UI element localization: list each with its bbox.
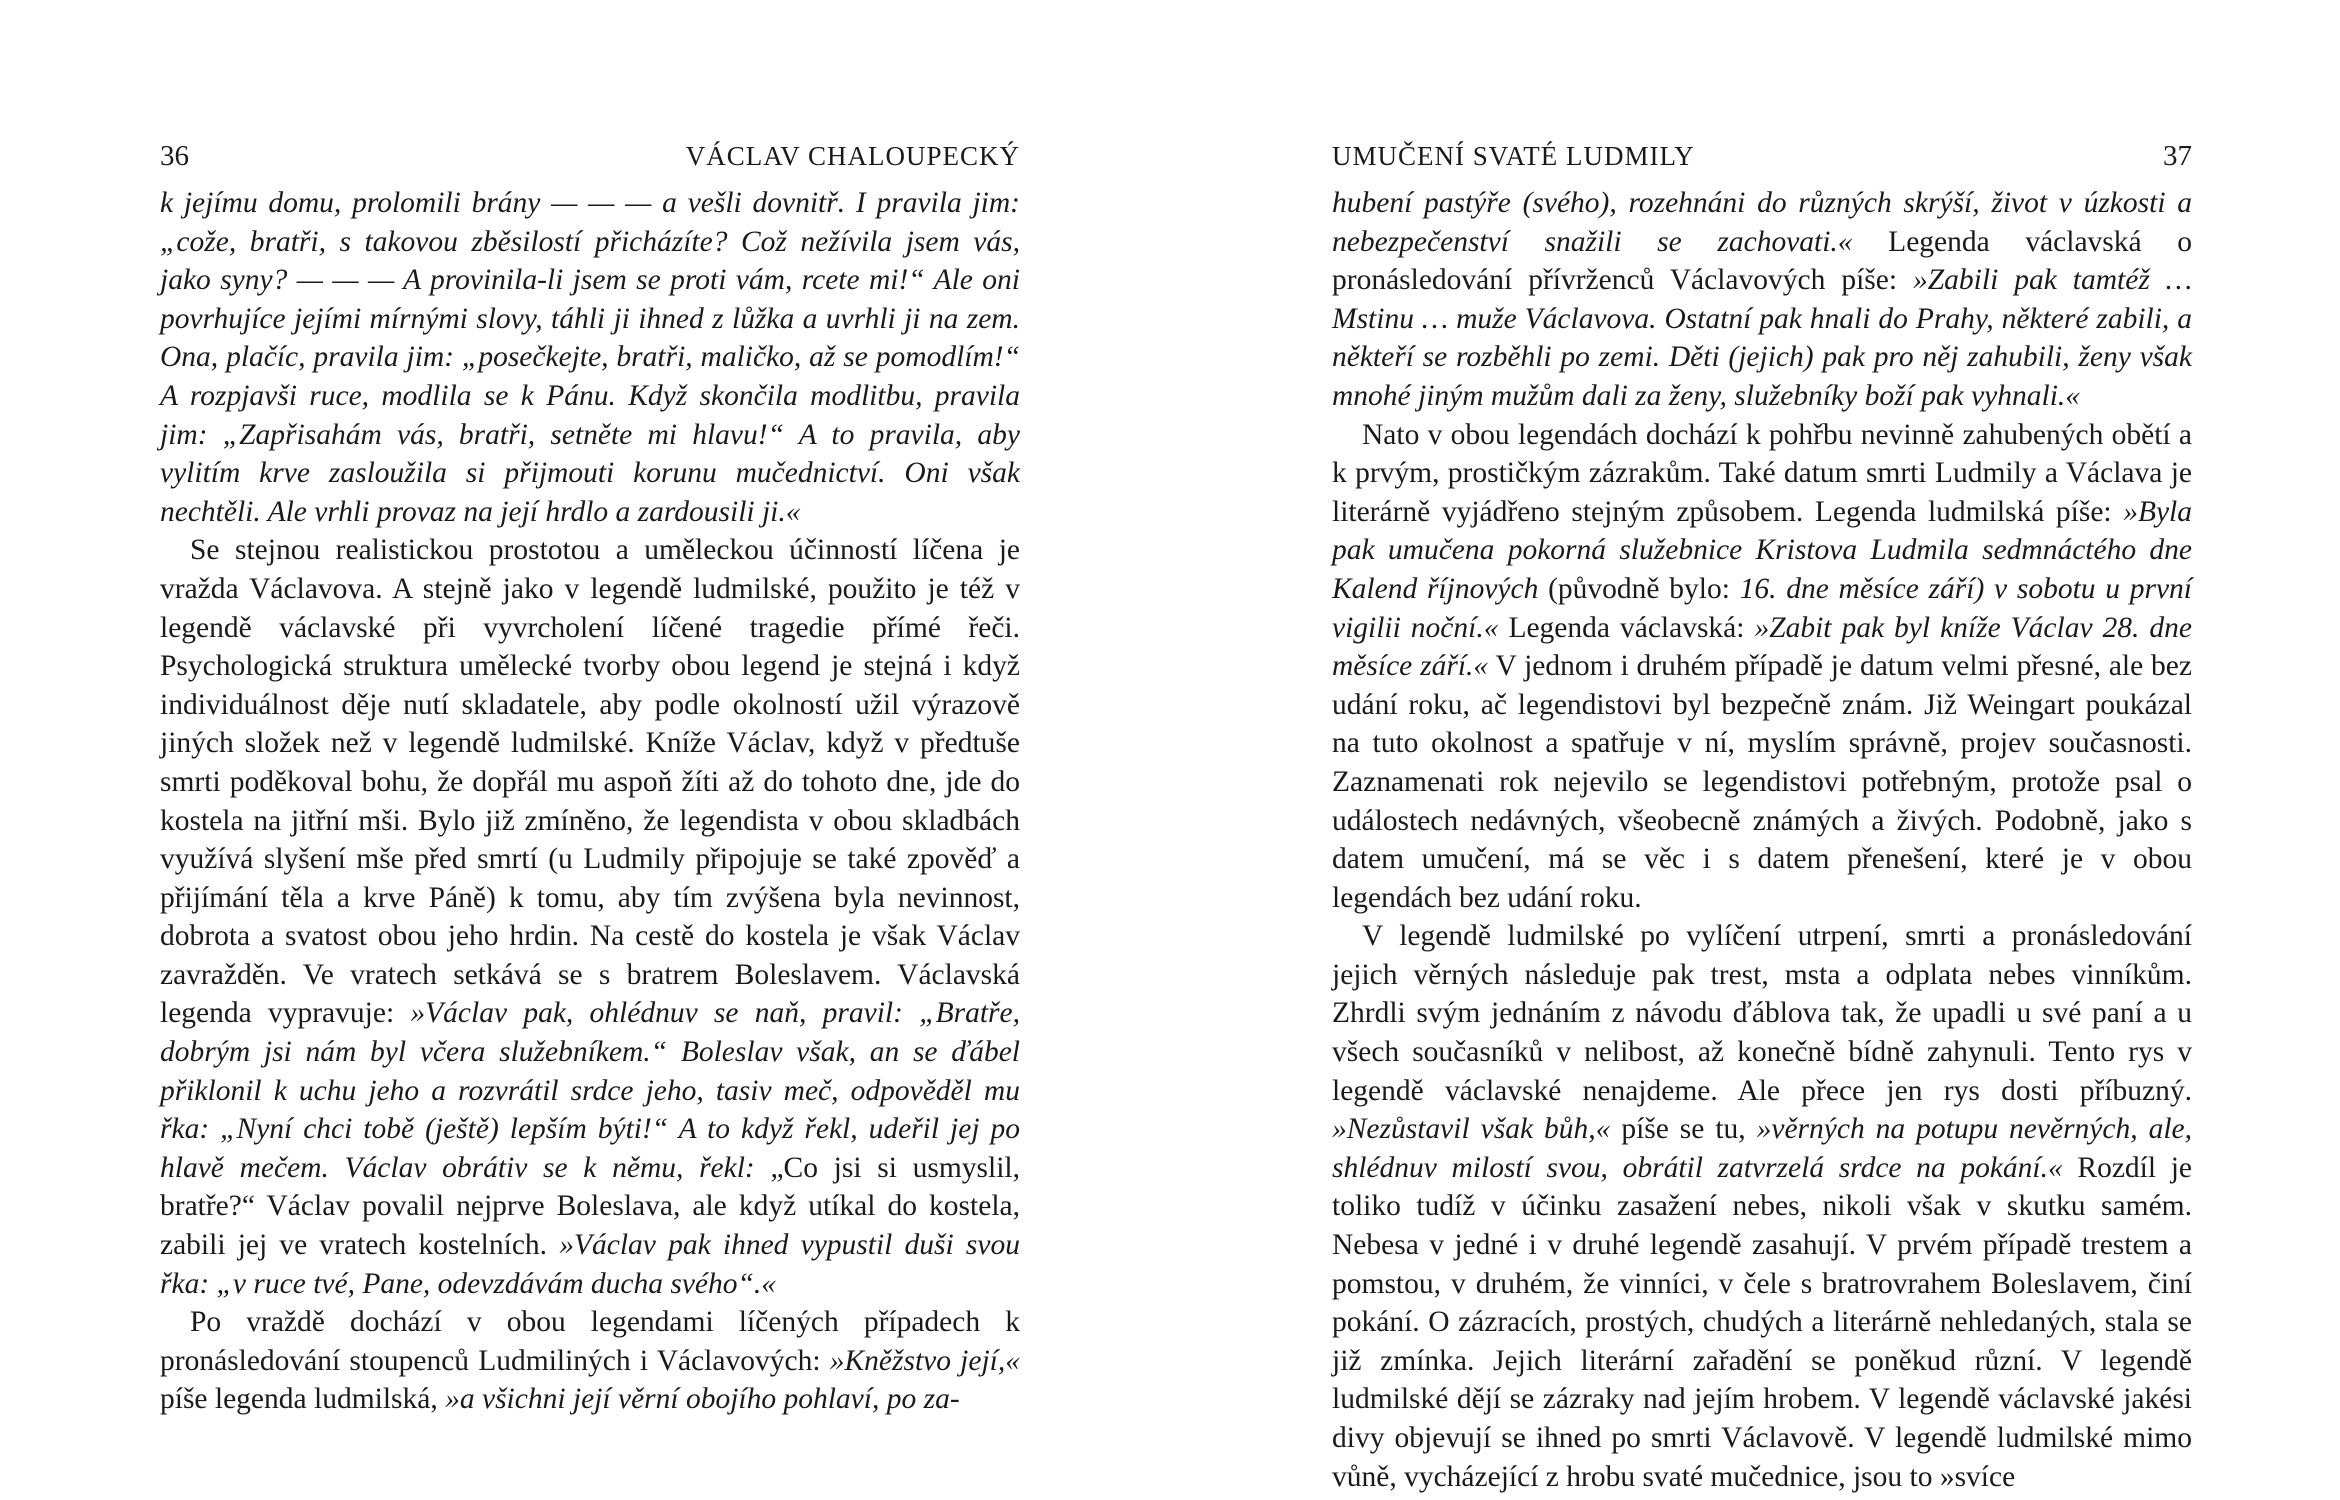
body-text: [667, 1036, 681, 1068]
paragraph: [1332, 416, 2192, 918]
quoted-text: Boleslav však, an se ďábel přiklonil k uchu jeho a rozvrátil srdce jeho, tasiv meč, odpověděl mu řka: „Nyní chci tobě (ještě) lepším býti!“ A to když řekl, udeřil jej po hlavě mečem. Václav obrátiv se k němu, řekl:: [160, 1036, 1021, 1184]
body-text: Nato v obou legendách dochází k pohřbu nevinně zahubených obětí a k prvým, prostičkým zázrakům. Také datum smrti Ludmily a Václava je literárně vyjádřeno stejným způsobem. Legenda ludmilská píše:: [1332, 418, 2192, 528]
paragraph: [160, 1303, 1020, 1419]
left-page-text: [160, 184, 1020, 1419]
left-running-head-title: VÁCLAV CHALOUPECKÝ: [685, 141, 1020, 171]
body-text: V jednom i druhém případě je datum velmi přesné, ale bez udání roku, ač legendistovi byl bezpečně znám. Již Weingart poukázal na tuto okolnost a spatřuje v ní, myslím správně, projev současnosti. Zaznamenati rok nejevilo se legendistovi potřebným, protože psal o událostech nedávných, všeobecně známých a živých. Podobně, jako s datem umučení, má se věc i s datem přenešení, které je v obou legendách bez udání roku.: [1332, 650, 2192, 914]
body-text: Rozdíl je toliko tudíž v účinku zasažení nebes, nikoli však v skutku samém. Nebesa v jedné i v druhé legendě zasahují. V prvém případě trestem a pomstou, v druhém, že vinníci, v čele s bratrovrahem Boleslavem, činí pokání. O zázracích, prostých, chudých a literárně nehledaných, stala se již zmínka. Jejich literární zařadění se poněkud různí. V legendě ludmilské dějí se zázraky nad jejím hrobem. V legendě václavské jakési divy objevují se ihned po smrti Václavově. V legendě ludmilské mimo vůně, vycházející z hrobu svaté mučednice, jsou to »svíce: [1332, 1151, 2193, 1493]
quoted-text: »Kněžstvo její,«: [829, 1344, 1020, 1377]
body-text: Legenda václavská:: [1498, 611, 1755, 644]
quoted-text: »Byla pak umučena pokorná služebnice Kristova Ludmila sedmnáctého dne Kalend říjnových: [1332, 495, 2192, 605]
quoted-text: »Nezůstavil však bůh,«: [1332, 1113, 1611, 1146]
quoted-text: 16. dne měsíce září) v sobotu u první vigilii noční.«: [1332, 572, 2193, 644]
right-page-text: [1332, 184, 2192, 1496]
body-text: Po vraždě dochází v obou legendami líčených případech k pronásledování stoupenců Ludmiliných i Václavových:: [160, 1306, 1020, 1377]
body-text: (původně bylo:: [1538, 572, 1740, 605]
right-running-head-title: UMUČENÍ SVATÉ LUDMILY: [1332, 141, 1695, 171]
quoted-text: »a všichni její věrní obojího pohlaví, po za-: [445, 1383, 960, 1416]
quoted-text: »věrných na potupu nevěrných, ale, shlédnuv milostí svou, obrátil zatvrzelá srdce na pokání.«: [1332, 1113, 2192, 1184]
quoted-text: hubení pastýře (svého), rozehnáni do různých skrýší, život v úzkosti a nebezpečenství snažili se zachovati.«: [1332, 187, 2192, 258]
body-text: Se stejnou realistickou prostotou a uměleckou účinností líčena je vražda Václavova. A stejně jako v legendě ludmilské, použito je též v legendě václavské při vyvrcholení líčené tragedie přímé řeči. Psychologická struktura umělecké tvorby obou legend je stejná i když individuálnost děje nutí skladatele, aby podle okolností užil výrazově jiných složek než v legendě ludmilské. Kníže Václav, když v předtuše smrti poděkoval bohu, že dopřál mu aspoň žíti až do tohoto dne, jde do kostela na jitřní mši. Bylo již zmíněno, že legendista v obou skladbách využívá slyšení mše před smrtí (u Ludmily připojuje se také zpověď a přijímání těla a krve Páně) k tomu, aby tím zvýšena byla nevinnost, dobrota a svatost obou jeho hrdin. Na cestě do kostela je však Václav zavražděn. Ve vratech setkává se s bratrem Boleslavem. Václavská legenda vypravuje:: [160, 534, 1020, 1030]
quoted-text: »Zabit pak byl kníže Václav 28. dne měsíce září.«: [1332, 611, 2192, 683]
body-text: Legenda václavská o pronásledování přívrženců Václavových píše:: [1332, 225, 2192, 297]
body-text: V legendě ludmilské po vylíčení utrpení, smrti a pronásledování jejich věrných následuje pak trest, msta a odplata nebes vinníkům. Zhrdli svým jednáním z návodu ďáblova tak, že upadli u své paní a u všech současníků v nelibost, až konečně bídně zahynuli. Tento rys v legendě václavské nenajdeme. Ale přece jen rys dosti příbuzný.: [1332, 920, 2192, 1107]
paragraph: [160, 531, 1020, 1303]
body-text: „Co jsi si usmyslil, bratře?“ Václav povalil nejprve Boleslava, ale když utíkal do kostela, zabili jej ve vratech kostelních.: [160, 1151, 1020, 1262]
paragraph: [1332, 917, 2192, 1496]
quoted-text: »Václav pak, ohlédnuv se naň, pravil: „Bratře, dobrým jsi nám byl včera služebníkem.“: [160, 997, 1020, 1069]
paragraph: [1332, 184, 2192, 416]
quoted-text: k jejímu domu, prolomili brány — — — a vešli dovnitř. I pravila jim: „cože, bratři, s takovou zběsilostí přicházíte? Což nežívila jsem vás, jako syny? — — — A provinila-li jsem se proti vám, rcete mi!“ Ale oni povrhujíce jejími mírnými slovy, táhli ji ihned z lůžka a uvrhli ji na zem. Ona, plačíc, pravila jim: „posečkejte, bratři, maličko, až se pomodlím!“ A rozpjavši ruce, modlila se k Pánu. Když skončila modlitbu, pravila jim: „Zapřisahám vás, bratři, setněte mi hlavu!“ A to pravila, aby vylitím krve zasloužila si přijmouti korunu mučednictví. Oni však nechtěli. Ale vrhli provaz na její hrdlo a zardousili ji.«: [160, 187, 1020, 528]
left-page: [160, 140, 1020, 1419]
right-page-number: 37: [2163, 140, 2192, 172]
left-page-number: 36: [160, 140, 189, 172]
body-text: píše se tu,: [1610, 1113, 1757, 1146]
left-running-head: [160, 140, 1020, 184]
right-page: [1332, 140, 2192, 1496]
paragraph: [160, 184, 1020, 531]
quoted-text: »Václav pak ihned vypustil duši svou řka: „v ruce tvé, Pane, odevzdávám ducha svého“.«: [160, 1229, 1020, 1300]
right-running-head: [1332, 140, 2192, 184]
quoted-text: »Zabili pak tamtéž … Mstinu … muže Václavova. Ostatní pak hnali do Prahy, některé zabili, a někteří se rozběhli po zemi. Děti (jejich) pak pro něj zahubili, ženy však mnohé jiným mužům dali za ženy, služebníky boží pak vyhnali.«: [1332, 264, 2192, 412]
body-text: píše legenda ludmilská,: [160, 1383, 446, 1416]
